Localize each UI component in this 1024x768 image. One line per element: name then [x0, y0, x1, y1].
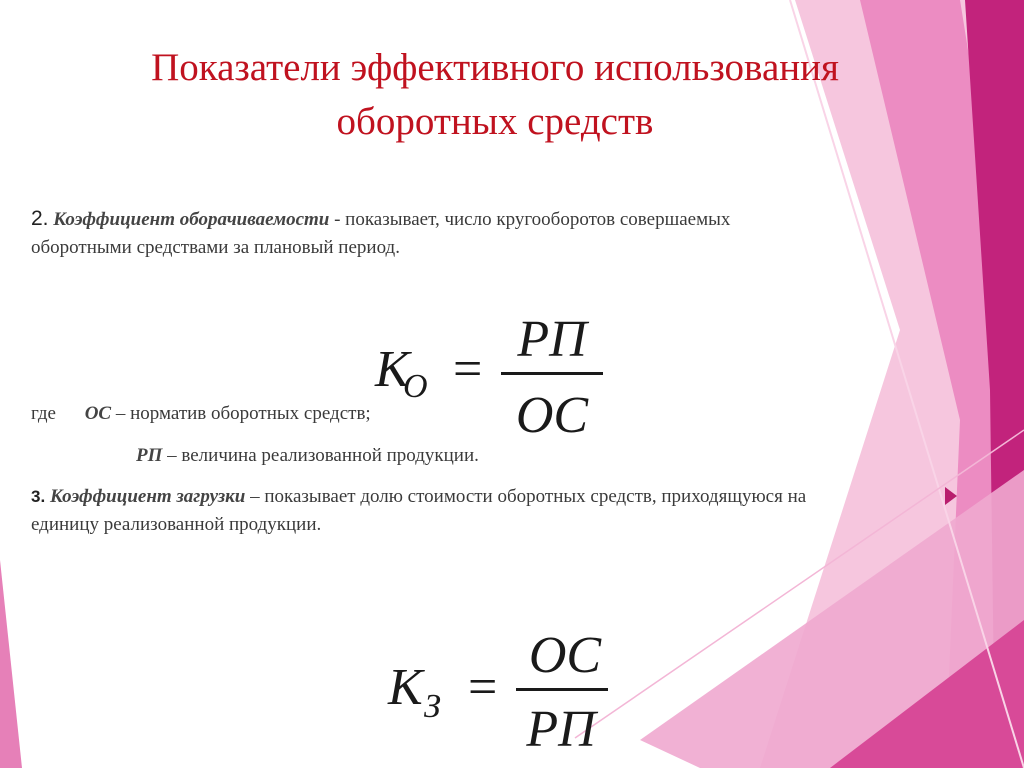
formula1-subscript: О — [403, 368, 428, 405]
legend-rp-term: РП — [136, 445, 163, 466]
item2-term: Коэффициент оборачиваемости — [53, 209, 330, 230]
formula1-equals: = — [453, 341, 483, 398]
item3-text-line1: – показывает долю стоимости оборотных средств, приходящуюся на — [245, 486, 807, 507]
legend-oc-text: – норматив оборотных средств; — [111, 403, 371, 424]
legend-oc-term: ОС — [84, 403, 112, 424]
bullet-arrow-icon — [945, 487, 957, 505]
formula2-denominator: РП — [526, 701, 596, 758]
item3-term: Коэффициент загрузки — [49, 486, 246, 507]
item2-text-line1: - показывает, число кругооборотов совершаемых — [329, 209, 731, 230]
formula2-symbol: К — [388, 659, 423, 716]
formula2-equals: = — [468, 659, 498, 716]
item2-line1 — [31, 207, 730, 231]
legend-rp-line — [136, 445, 479, 467]
slide-title-line-2: оборотных средств — [336, 100, 654, 143]
item3-line1 — [31, 486, 806, 508]
formula1-numerator: РП — [517, 311, 587, 368]
legend-oc-line — [31, 403, 371, 425]
legend-rp-text: – величина реализованной продукции. — [162, 445, 479, 466]
slide-title-line-1: Показатели эффективного использования — [151, 46, 839, 89]
formula1-denominator: ОС — [515, 387, 589, 444]
formula2-numerator: ОС — [528, 627, 602, 684]
item3-number: 3. — [31, 487, 46, 506]
formula-turnover-ratio — [375, 310, 635, 444]
formula1-fraction-bar — [501, 372, 603, 375]
legend-where: где — [31, 403, 56, 424]
deco-left-sliver — [0, 560, 22, 768]
formula2-subscript: З — [424, 688, 441, 725]
item2-number: 2. — [31, 207, 49, 230]
formula-load-ratio — [388, 628, 648, 758]
item2-text-line2: оборотными средствами за плановый период. — [31, 237, 400, 258]
formula2-fraction-bar — [516, 688, 608, 691]
item3-text-line2: единицу реализованной продукции. — [31, 514, 322, 535]
formula1-symbol: К — [375, 341, 410, 398]
